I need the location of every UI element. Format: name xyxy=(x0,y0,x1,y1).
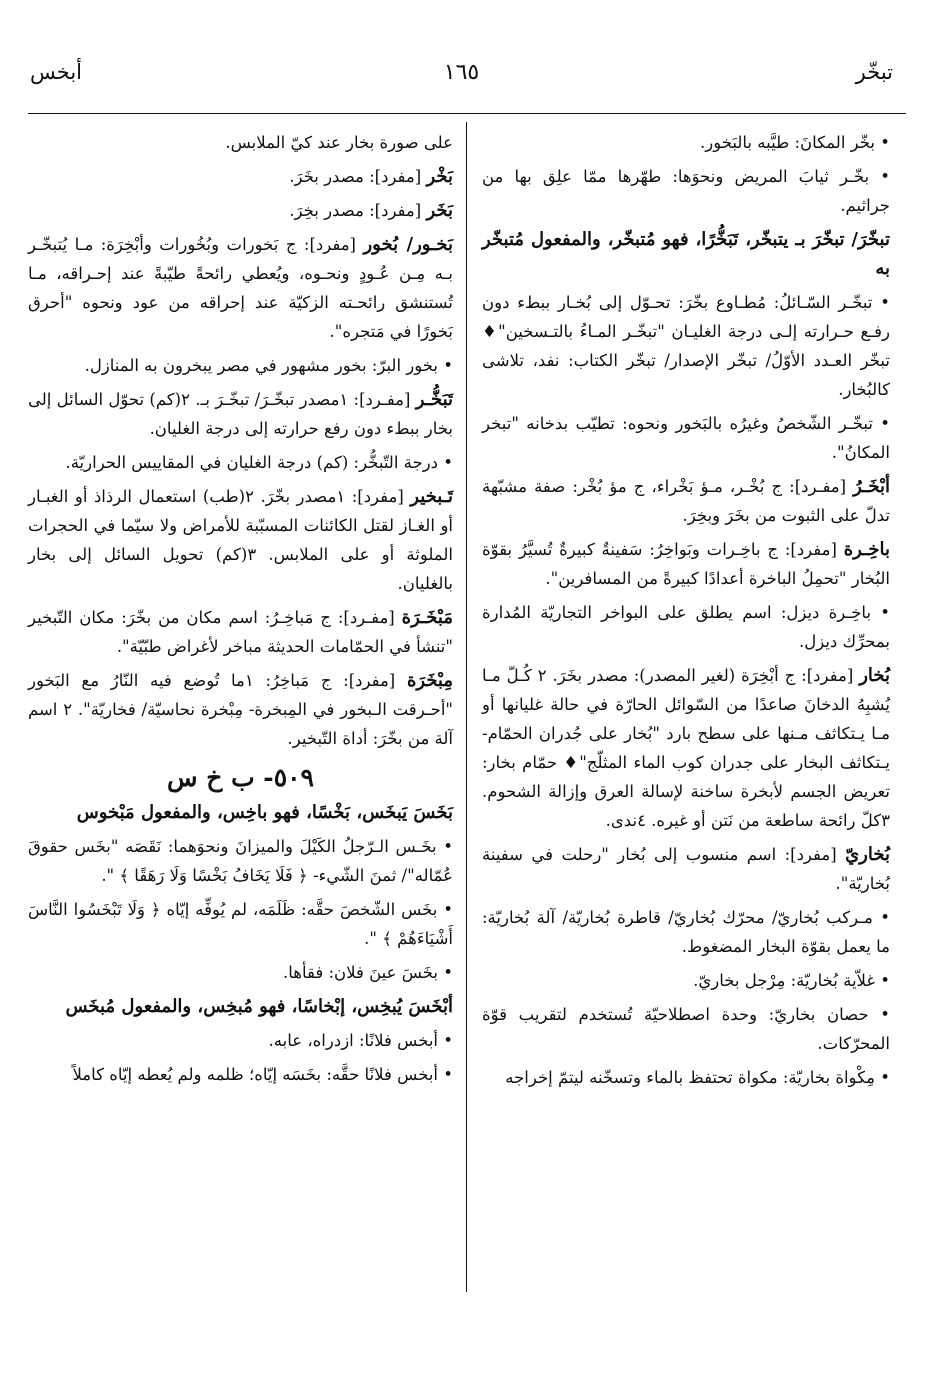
entry-definition: • بخّر المكانَ: طيَّبه بالبَخور. xyxy=(700,133,890,152)
entry-definition: • مـركب بُخاريّ/ محرّك بُخاريّ/ قاطرة بُخاريّة/ آلة بُخاريّة: ما يعمل بقوّة البخار المضغوط. xyxy=(482,908,890,956)
entry-sense xyxy=(482,1063,890,1092)
entry-definition: • أبخس فلانًا: ازدراه، عابه. xyxy=(268,1031,453,1050)
entry-definition: [مفرد]: ١مصدر بخّرَ. ٢(طب) استعمال الرذاذ أو الغبـار أو الغـاز لقتل الكائنات المسبّبة للأمراض ولا سيّما في الحجرات الملوثة أو على الملابس. ٣(كم) تحويل السائل إلى بخار بالغليان. xyxy=(28,487,453,593)
entry-headword: تَـبخير xyxy=(410,486,453,507)
dictionary-entry xyxy=(482,225,890,283)
dictionary-entry xyxy=(482,840,890,898)
entry-headword: بُخار xyxy=(859,665,890,686)
entry-definition: • بخور البرّ: بخور مشهور في مصر يبخرون به المنازل. xyxy=(84,356,453,375)
dictionary-entry xyxy=(482,535,890,593)
entry-definition: على صورة بخار عند كيّ الملابس. xyxy=(225,133,453,152)
entry-definition: • تبخّـر الشّخصُ وغيرُه بالبَخور ونحوه: تطيّب بدخانه "تبخر المكانُ". xyxy=(482,414,890,462)
entry-definition: [مفـرد]: ج مَباخِـرُ: اسم مكان من بخّرَ: مكان التّبخير "تنشأ في الحمّامات الحديثة مباخر لأغراض طبّيّة". xyxy=(28,608,453,656)
left-column xyxy=(28,128,453,1094)
dictionary-entry xyxy=(28,230,453,346)
entry-definition: • أبخس فلانًا حقَّه: بخَسَه إيّاه؛ ظلمه ولم يُعطه إيّاه كاملاً xyxy=(72,1065,453,1084)
entry-headword: مِبْخَرَة xyxy=(406,670,454,691)
entry-definition: [مفرد]: ج مَباخِرُ: ١ما تُوضع فيه النّارُ مع البَخور "أحـرقت الـبخور في المِبخرة- مِبْخرة نحاسيّة/ فخاريّة". ٢ اسم آلة من بخّرَ: أداة التّبخير. xyxy=(28,671,454,748)
header-guide-word-left: أبخس xyxy=(30,60,83,84)
entry-headword: بَخَر xyxy=(426,200,453,221)
entry-sense xyxy=(482,409,890,467)
header-rule xyxy=(28,113,906,114)
entry-sense xyxy=(28,128,453,157)
entry-sense xyxy=(482,598,890,656)
entry-headword: بَخَسَ يَبخَس، بَخْسًا، فهو باخِس، والمفعول مَبْخوس xyxy=(76,802,453,823)
entry-definition: • حصان بخاريّ: وحدة اصطلاحيّة تُستخدم لتقريب قوّة المحرّكات. xyxy=(482,1005,890,1053)
entry-definition: • بخَـس الـرّجلُ الكَيْلَ والميزانَ ونحوَهما: نَقَصَه "بخَس حقوقَ عُمّاله"/ ثمنَ الشّيء- ﴿ فَلَا يَخَافُ بَخْسًا وَلَا رَهَقًا ﴾ ". xyxy=(28,837,453,885)
dictionary-entry xyxy=(28,385,453,443)
entry-headword: بَخـور/ بُخور xyxy=(363,234,454,255)
entry-headword: مَبْخَـرَة xyxy=(401,607,453,628)
dictionary-entry xyxy=(28,162,453,191)
entry-definition: [مفرد]: مصدر بخَرَ. xyxy=(289,167,422,186)
entry-definition: [مفرد]: اسم منسوب إلى بُخار "رحلت في سفينة بُخاريّة". xyxy=(482,845,890,893)
page-number: ١٦٥ xyxy=(443,60,480,85)
entry-definition: • بخّـر ثيابَ المريض ونحوَها: طهّرها ممّا علِق بها من جراثيم. xyxy=(482,167,890,215)
entry-sense xyxy=(482,1000,890,1058)
entry-sense xyxy=(28,1060,453,1089)
entry-headword: باخِـرة xyxy=(843,539,890,560)
entry-sense xyxy=(482,903,890,961)
entry-definition: • تبخّـر السّـائلُ: مُطـاوع بخّرَ: تحـوّل إلى بُخـار ببطء دون رفـع حـرارته إلـى درجة الغليـان "تبخّـر المـاءُ بالتـسخين"♦ تبخّر العـدد الأوّلُ/ تبخّر الإصدار/ تبخّر الكتاب: نفد، تلاشى كالبُخار. xyxy=(482,293,890,399)
entry-definition: • درجة التّبخُّر: (كم) درجة الغليان في المقاييس الحراريّة. xyxy=(65,453,453,472)
right-column xyxy=(482,128,890,1097)
entry-definition: • بخَسَ عينَ فلان: فقأها. xyxy=(282,963,453,982)
entry-definition: [مفـرد]: ١مصدر تبخّـرَ/ تبخّـرَ بـ. ٢(كم) تحوّل السائل إلى بخار ببطء دون رفع حرارته إلى درجة الغليان. xyxy=(28,390,453,438)
entry-headword: تَبَخُّـر xyxy=(415,389,454,410)
dictionary-entry xyxy=(28,603,453,661)
dictionary-entry xyxy=(28,798,453,827)
entry-sense xyxy=(482,288,890,404)
dictionary-entry xyxy=(482,661,890,835)
entry-definition: • باخِـرة ديزل: اسم يطلق على البواخر التجاريّة المُدارة بمحرِّك ديزل. xyxy=(482,603,890,651)
entry-headword: بَخْر xyxy=(426,166,453,187)
entry-definition: [مفرد]: ج باخِـرات وبَواخِرُ: سَفينةٌ كبيرةٌ تُسيَّرُ بقوّة البُخار "تحمِلُ الباخرة أعدادًا كبيرةً من المسافرين". xyxy=(482,540,890,588)
entry-sense xyxy=(28,895,453,953)
entry-definition: • مِكْواة بخاريّة: مكواة تحتفظ بالماء وتسخّنه ليتمّ إخراجه xyxy=(505,1068,890,1087)
entry-sense xyxy=(28,958,453,987)
entry-sense xyxy=(482,128,890,157)
entry-headword: تبخّرَ/ تبخّرَ بـ يتبخّر، تَبَخُّرًا، فهو مُتبخّر، والمفعول مُتبخّر به xyxy=(482,229,890,279)
root-section-heading: ٥٠٩- ب خ س xyxy=(167,763,314,792)
entry-sense xyxy=(28,832,453,890)
entry-sense xyxy=(28,1026,453,1055)
entry-headword: أبْخَـرُ xyxy=(853,476,890,497)
entry-sense xyxy=(482,966,890,995)
header-guide-word-right: تبخّر xyxy=(855,60,893,84)
entry-definition: • بخَس الشّخصَ حقَّه: ظَلَمَه، لم يُوفِّه إيّاه ﴿ وَلَا تَبْخَسُوا النَّاسَ أَشْيَاءَهُمْ ﴾ ". xyxy=(28,900,453,948)
entry-headword: أبْخَسَ يُبخِس، إبْخاسًا، فهو مُبخِس، والمفعول مُبخَس xyxy=(65,996,453,1017)
entry-sense xyxy=(482,162,890,220)
dictionary-entry xyxy=(28,666,453,753)
dictionary-entry xyxy=(28,992,453,1021)
dictionary-entry xyxy=(28,482,453,598)
dictionary-entry xyxy=(28,196,453,225)
entry-headword: بُخاريّ xyxy=(845,844,890,865)
column-divider xyxy=(466,122,467,1292)
entry-definition: [مفرد]: ج أبْخِرَة (لغير المصدر): مصدر بخَرَ. ٢ كُـلّ مـا يُشبِهُ الدخانَ صاعدًا من السّوائل الحارّة في حالة غليانها أو مـا يـتكاثف مـنها على سطح بارد "بُخار على جُدران الحمّام- يـتكاثف البخار على جدران كوب الماء المثلّج"♦ حمّام بخار: تعريض الجسم لأبخرة ساخنة لإسالة العرق وإزالة الشحوم. ٣كلّ رائحة ساطعة من نَتن أو غيره. ٤ندى. xyxy=(482,666,890,830)
entry-sense xyxy=(28,351,453,380)
entry-definition: [مفـرد]: ج بُخْـر، مـؤ بَخْراء، ج مؤ بُخْر: صفة مشبّهة تدلّ على الثبوت من بخَرَ وبخِرَ. xyxy=(482,477,890,525)
entry-definition: [مفرد]: مصدر بخِرَ. xyxy=(289,201,422,220)
page-header xyxy=(30,60,893,100)
entry-sense xyxy=(28,448,453,477)
entry-definition: [مفرد]: ج بَخورات وبُخُورات وأبْخِرَة: مـا يُتبخّـر بـه مِـن عُـودٍ ونحـوه، ويُعطي رائحةً طيّبةً عند إحـراقه، مـا تُستنشق رائحـته الزكيّة عند إحراقه من عود ونحوه "أحرق بَخورًا في مَتجره". xyxy=(28,235,453,341)
dictionary-entry xyxy=(482,472,890,530)
entry-definition: • غلاّية بُخاريّة: مِرْجل بخاريّ. xyxy=(693,971,890,990)
